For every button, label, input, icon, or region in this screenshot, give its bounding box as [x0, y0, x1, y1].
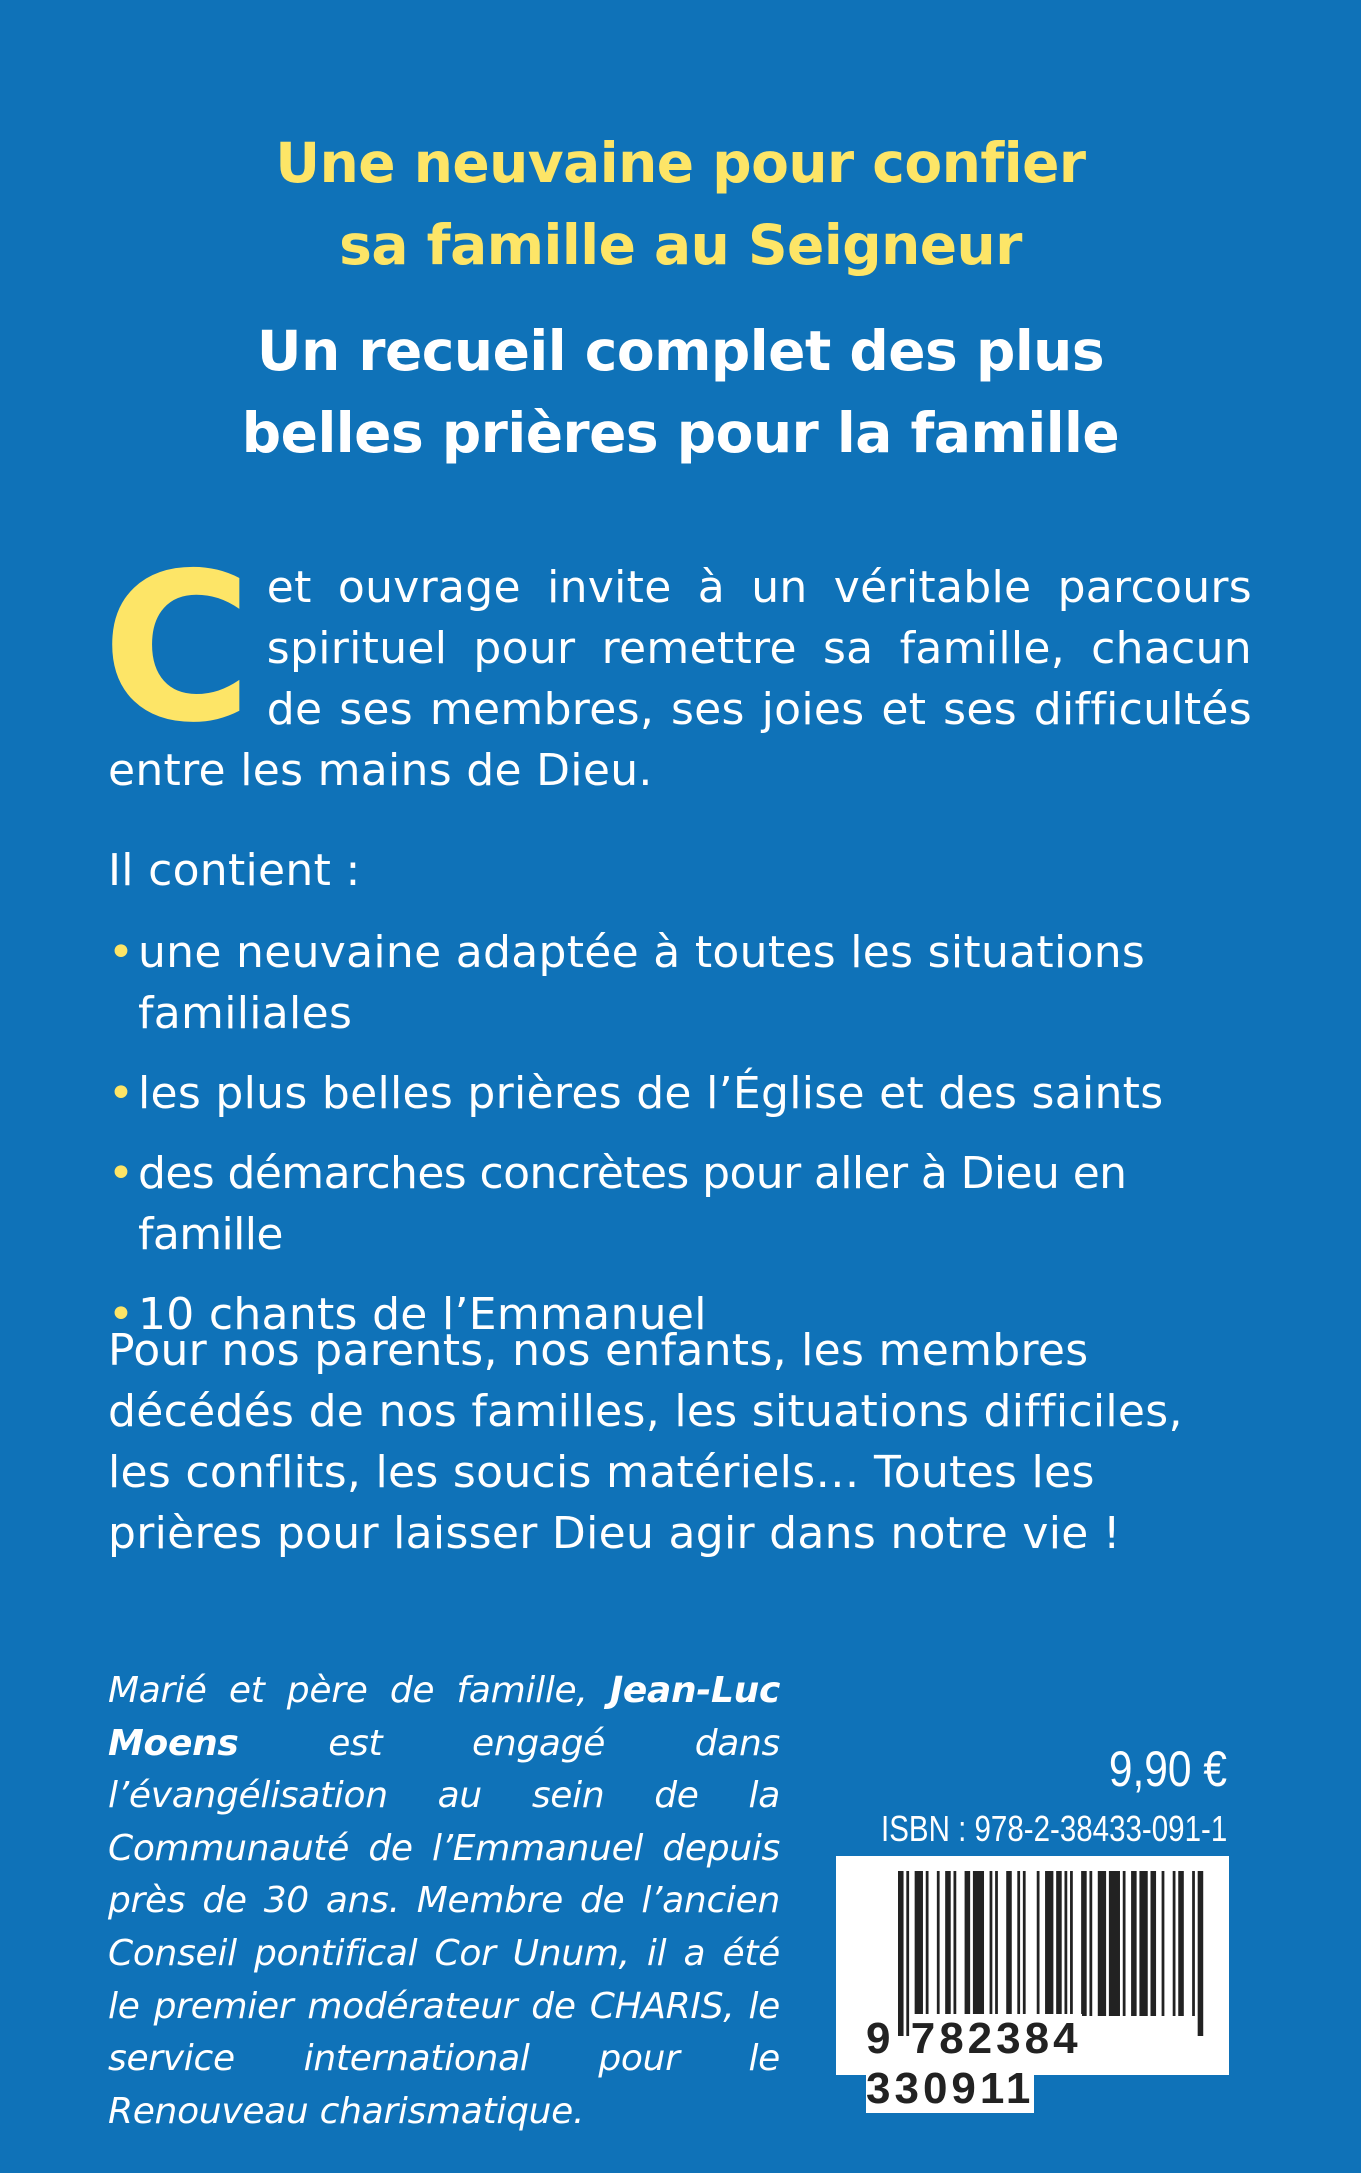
list-item-text: des démarches concrètes pour aller à Dieu en famille [138, 1148, 1127, 1260]
barcode-bar [1037, 1871, 1040, 2016]
subheadline [0, 310, 1361, 474]
list-item-text: 10 chants de l’Emmanuel [138, 1289, 707, 1340]
barcode-digits-group-2: 330911 [866, 2064, 1035, 2113]
price: 9,90 € [1108, 1741, 1227, 1797]
bio-prefix: Marié et père de famille, [108, 1670, 610, 1711]
intro-text: et ouvrage invite à un véritable parcours spirituel pour remettre sa famille, chacun de ses membres, ses joies et ses difficultés entre les mains de Dieu. [108, 562, 1252, 796]
barcode-bar [1123, 1871, 1126, 2016]
barcode-bar [906, 1871, 909, 2036]
barcode-digits [866, 2014, 1229, 2114]
barcode-bar [1198, 1871, 1204, 2036]
list-item [108, 1143, 1252, 1265]
author-name: Jean-Luc Moens [108, 1670, 780, 1764]
headline [0, 122, 1361, 286]
barcode-bar [1017, 1871, 1020, 2016]
barcode-bar [937, 1871, 940, 2016]
barcode-digits-group-1: 782384 [910, 2014, 1082, 2063]
bullet-icon: • [108, 927, 135, 978]
barcode-bar [898, 1871, 904, 2036]
bio-text: est engagé dans l’évangélisation au sein de la Communauté de l’Emmanuel depuis près de 30 ans. Membre de l’ancien Conseil pontifical Cor Unum, il a été le premier modérateur de CHARIS, le service international pour le Renouveau charismatique. [108, 1722, 780, 2132]
contents-list [108, 922, 1252, 1364]
barcode-bar [1151, 1871, 1157, 2016]
barcode-bar [1192, 1871, 1195, 2016]
barcode [836, 1856, 1229, 2113]
barcode-bar [1045, 1871, 1053, 2016]
bullet-icon: • [108, 1289, 135, 1340]
barcode-bar [1162, 1871, 1165, 2016]
list-item-text: les plus belles prières de l’Église et des saints [138, 1068, 1164, 1119]
barcode-bar [1089, 1871, 1092, 2016]
barcode-bars [898, 1871, 1206, 2036]
contents-label: Il contient : [108, 845, 361, 896]
barcode-bar [1006, 1871, 1012, 2016]
barcode-digit-first: 9 [866, 2014, 895, 2063]
barcode-bar [1064, 1871, 1067, 2016]
barcode-bar [1081, 1871, 1087, 2016]
barcode-bar [965, 1871, 971, 2016]
barcode-bar [1139, 1871, 1147, 2016]
bullet-icon: • [108, 1148, 135, 1199]
barcode-bar [995, 1871, 998, 2016]
barcode-bar [1178, 1871, 1184, 2016]
list-item [108, 1063, 1252, 1124]
barcode-bar [1109, 1871, 1120, 2016]
bullet-icon: • [108, 1068, 135, 1119]
subheadline-line-2: belles prières pour la famille [241, 401, 1120, 465]
barcode-bar [973, 1871, 984, 2016]
barcode-bar [1023, 1871, 1026, 2016]
drop-cap: C [102, 530, 253, 768]
closing-paragraph: Pour nos parents, nos enfants, les membres décédés de nos familles, les situations difficiles, les conflits, les soucis matériels… Toutes les prières pour laisser Dieu agir dans notre vie ! [108, 1325, 1183, 1559]
headline-line-1: Une neuvaine pour confier [275, 131, 1086, 195]
headline-line-2: sa famille au Seigneur [339, 213, 1022, 277]
barcode-bar [1131, 1871, 1137, 2016]
barcode-bar [1070, 1871, 1073, 2016]
list-item-text: une neuvaine adaptée à toutes les situations familiales [138, 927, 1146, 1039]
author-bio [108, 1665, 780, 2138]
barcode-bar [953, 1871, 956, 2016]
barcode-bar [1098, 1871, 1106, 2016]
intro-paragraph [102, 530, 1252, 801]
barcode-bar [945, 1871, 951, 2016]
barcode-bar [1173, 1871, 1176, 2016]
list-item [108, 922, 1252, 1044]
barcode-bar [990, 1871, 993, 2016]
isbn: ISBN : 978-2-38433-091-1 [880, 1808, 1227, 1849]
barcode-bar [915, 1871, 923, 2016]
barcode-bar [926, 1871, 929, 2016]
barcode-bar [1056, 1871, 1062, 2036]
subheadline-line-1: Un recueil complet des plus [256, 319, 1105, 383]
